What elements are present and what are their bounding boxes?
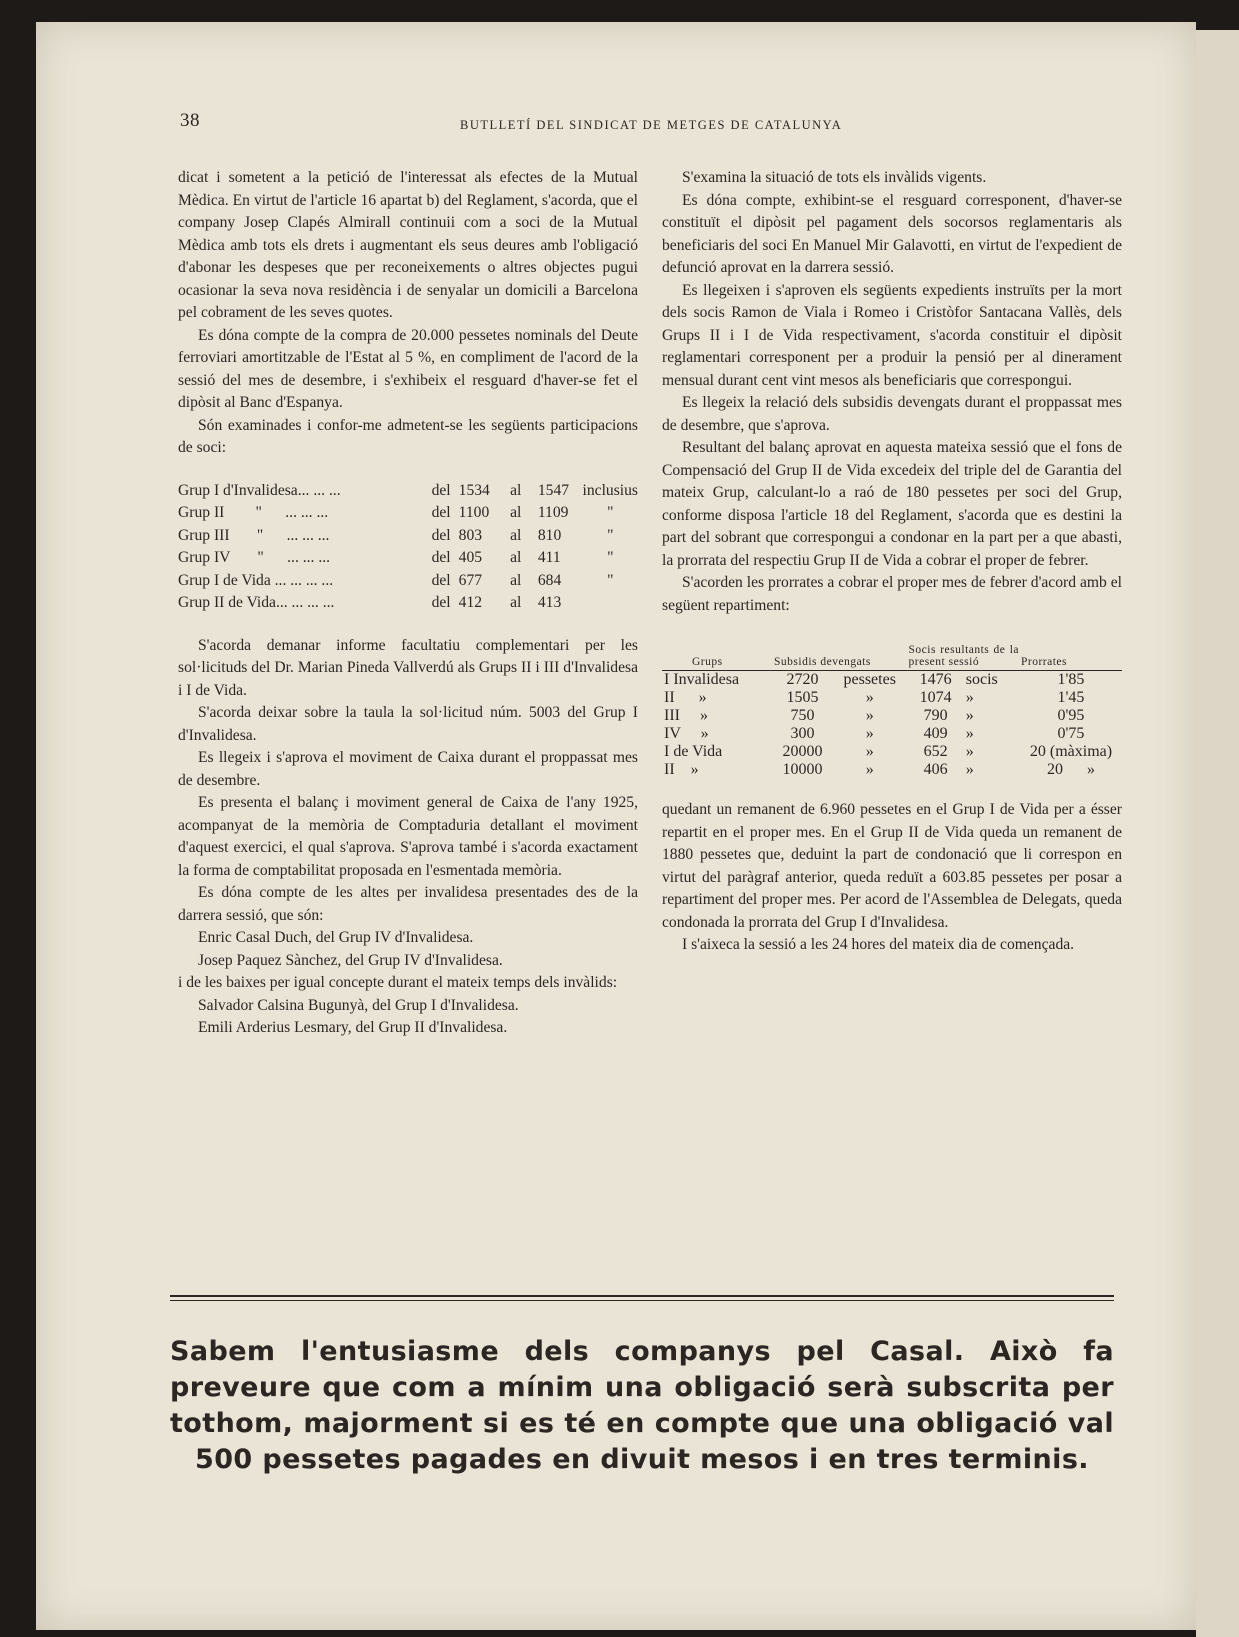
range-note: inclusius bbox=[582, 481, 638, 499]
prorrata-row bbox=[662, 725, 1122, 743]
row-group: II » bbox=[664, 761, 699, 778]
prorrata-row bbox=[662, 707, 1122, 725]
row-unit: pessetes bbox=[843, 671, 896, 688]
paragraph: i de les baixes per igual concepte durant el mateix temps dels invàlids: bbox=[178, 974, 618, 991]
running-title: BUTLLETÍ DEL SINDICAT DE METGES DE CATALUNYA bbox=[460, 118, 843, 132]
row-unit: » bbox=[965, 761, 974, 778]
range-note: " bbox=[607, 526, 614, 544]
paragraph: Emili Arderius Lesmary, del Grup II d'Invalidesa. bbox=[198, 1019, 508, 1036]
group-name: Grup IV " ... ... ... bbox=[178, 549, 331, 566]
page-header bbox=[180, 110, 1120, 140]
paragraph: Es dóna compte, exhibint-se el resguard corresponent, d'haver-se constituït el dipòsit pel pagament dels socorsos reglamentaris als beneficiaris del soci En Manuel Mir Galavotti, en virtut de l'expedient de defunció aprovat en la darrera sessió. bbox=[662, 191, 1122, 276]
paragraph: S'acorda deixar sobre la taula la sol·licitud núm. 5003 del Grup I d'Invalidesa. bbox=[178, 704, 638, 744]
range-to: 684 bbox=[537, 571, 562, 589]
row-group: III » bbox=[664, 707, 708, 724]
range-from: 803 bbox=[458, 526, 483, 544]
range-to: 810 bbox=[537, 526, 562, 544]
paragraph: Es dóna compte de la compra de 20.000 pessetes nominals del Deute ferroviari amortitzable de l'Estat al 5 %, en compliment de l'acord de la sessió del mes de desembre, i s'exhibeix el resguard d'haver-se fet el dipòsit al Banc d'Espanya. bbox=[178, 326, 638, 411]
header-grups: Grups bbox=[662, 643, 773, 671]
divider-rule bbox=[170, 1295, 1114, 1297]
al-word: al bbox=[510, 526, 522, 544]
row-subsidis: 10000 bbox=[782, 761, 823, 778]
row-socis: 1074 bbox=[919, 689, 952, 706]
prorrata-row bbox=[662, 689, 1122, 707]
row-socis: 790 bbox=[923, 707, 948, 724]
row-unit: » bbox=[865, 707, 874, 724]
del-word: del bbox=[431, 504, 451, 521]
prorrata-row bbox=[662, 761, 1122, 779]
row-group: I Invalidesa bbox=[664, 671, 740, 688]
row-unit: » bbox=[865, 743, 874, 760]
paragraph: S'examina la situació de tots els invàlids vigents. bbox=[682, 169, 987, 186]
row-socis: 652 bbox=[923, 743, 948, 760]
row-group: I de Vida bbox=[664, 743, 723, 760]
row-group: IV » bbox=[664, 725, 709, 742]
del-word: del bbox=[431, 594, 451, 611]
paragraph: S'acorda demanar informe facultatiu complementari per les sol·licituds del Dr. Marian Pineda Vallverdú als Grups II i III d'Invalidesa i I de Vida. bbox=[178, 636, 638, 699]
row-prorrata: 20 (màxima) bbox=[1029, 743, 1113, 760]
paragraph: dicat i sometent a la petició de l'interessat als efectes de la Mutual Mèdica. En virtut de l'article 16 apartat b) del Reglament, s'acorda, que el company Josep Clapés Almirall continuii com a soci de la Mutual Mèdica amb tots els drets i augmentant els seus deures amb l'obligació d'abonar les despeses que per reconeixements o altres objectes pugui ocasionar la seva nova residència i de senyalar un domicili a Barcelona pel cobrament de les seves quotes. bbox=[178, 169, 638, 321]
range-to: 411 bbox=[537, 549, 561, 566]
group-row bbox=[178, 547, 638, 570]
al-word: al bbox=[510, 594, 522, 611]
row-prorrata: 0'75 bbox=[1057, 725, 1085, 742]
row-subsidis: 750 bbox=[790, 707, 815, 724]
paragraph: Es llegeix i s'aprova el moviment de Caixa durant el proppassat mes de desembre. bbox=[178, 749, 638, 789]
group-name: Grup I de Vida ... ... ... ... bbox=[178, 571, 334, 589]
paragraph: I s'aixeca la sessió a les 24 hores del mateix dia de començada. bbox=[682, 936, 1075, 953]
row-subsidis: 1505 bbox=[786, 689, 819, 706]
group-row bbox=[178, 592, 638, 615]
left-column bbox=[178, 167, 638, 1040]
divider-rule bbox=[170, 1300, 1114, 1301]
group-name: Grup II " ... ... ... bbox=[178, 504, 329, 521]
row-prorrata: 0'95 bbox=[1057, 707, 1085, 724]
paragraph: S'acorden les prorrates a cobrar el proper mes de febrer d'acord amb el següent repartiment: bbox=[662, 574, 1122, 614]
row-prorrata: 20 » bbox=[1047, 761, 1095, 778]
header-prorrates: Prorrates bbox=[1020, 643, 1122, 671]
al-word: al bbox=[510, 481, 522, 499]
header-socis: Socis resultants de la present sessió bbox=[908, 643, 1020, 671]
row-unit: » bbox=[965, 743, 974, 760]
row-unit: » bbox=[865, 725, 874, 742]
range-to: 1109 bbox=[537, 504, 569, 521]
row-unit: socis bbox=[965, 671, 998, 688]
range-from: 1100 bbox=[458, 504, 490, 521]
prorrata-row bbox=[662, 671, 1122, 690]
paragraph: Josep Paquez Sànchez, del Grup IV d'Invalidesa. bbox=[198, 951, 503, 969]
group-name: Grup III " ... ... ... bbox=[178, 526, 330, 544]
group-row bbox=[178, 502, 638, 525]
row-unit: » bbox=[965, 689, 974, 706]
group-name: Grup I d'Invalidesa... ... ... bbox=[178, 481, 341, 499]
row-socis: 1476 bbox=[919, 671, 952, 688]
row-group: II » bbox=[664, 689, 707, 706]
range-from: 405 bbox=[458, 549, 483, 566]
paragraph: Es llegeixen i s'aproven els següents expedients instruïts per la mort dels socis Ramon de Viala i Romeo i Cristòfor Santacana Vallès, dels Grups II i I de Vida respectivament, s'acorda constituir el dipòsit reglamentari corresponent per a produir la pensió per al dinerament mensual durant cent vint mesos als beneficiaris que correspongui. bbox=[662, 281, 1122, 389]
range-to: 413 bbox=[537, 594, 562, 611]
row-prorrata: 1'45 bbox=[1057, 689, 1085, 706]
al-word: al bbox=[510, 571, 522, 589]
range-note: " bbox=[607, 571, 614, 589]
paragraph: Enric Casal Duch, del Grup IV d'Invalidesa. bbox=[198, 929, 474, 946]
del-word: del bbox=[431, 571, 451, 589]
al-word: al bbox=[510, 549, 522, 566]
paragraph: Es llegeix la relació dels subsidis devengats durant el proppassat mes de desembre, que s'aprova. bbox=[662, 394, 1122, 434]
paragraph: Salvador Calsina Bugunyà, del Grup I d'Invalidesa. bbox=[198, 996, 519, 1014]
del-word: del bbox=[431, 549, 451, 566]
casal-notice: Sabem l'entusiasme dels companys pel Casal. Això fa preveure que com a mínim una obligació serà subscrita per tothom, majorment si es té en compte que una obligació val 500 pessetes pagades en divuit mesos i en tres terminis. bbox=[170, 1336, 1114, 1475]
row-subsidis: 20000 bbox=[782, 743, 823, 760]
row-unit: » bbox=[965, 725, 974, 742]
range-note: " bbox=[607, 504, 614, 521]
group-name: Grup II de Vida... ... ... ... bbox=[178, 594, 335, 611]
prorrata-row bbox=[662, 743, 1122, 761]
group-row bbox=[178, 480, 638, 503]
paragraph: Es dóna compte de les altes per invalidesa presentades des de la darrera sessió, que són: bbox=[178, 884, 638, 924]
al-word: al bbox=[510, 504, 522, 521]
del-word: del bbox=[431, 526, 451, 544]
membership-table bbox=[178, 480, 638, 615]
range-note: " bbox=[607, 549, 614, 566]
header-subsidis: Subsidis devengats bbox=[773, 643, 908, 671]
row-socis: 406 bbox=[923, 761, 948, 778]
page-number: 38 bbox=[180, 110, 200, 131]
range-from: 412 bbox=[458, 594, 483, 611]
range-from: 1534 bbox=[458, 481, 490, 499]
row-socis: 409 bbox=[923, 725, 948, 742]
row-subsidis: 300 bbox=[790, 725, 815, 742]
row-unit: » bbox=[865, 689, 874, 706]
group-row bbox=[178, 525, 638, 548]
right-column bbox=[662, 167, 1122, 957]
row-unit: » bbox=[965, 707, 974, 724]
row-subsidis: 2720 bbox=[786, 671, 819, 688]
range-to: 1547 bbox=[537, 481, 570, 499]
paragraph: Es presenta el balanç i moviment general de Caixa de l'any 1925, acompanyat de la memòria de Comptaduria detallant el moviment d'aquest exercici, el qual s'aprova. S'aprova també i s'acorda exactament la forma de comptabilitat proposada en l'esmentada memòria. bbox=[178, 794, 638, 879]
row-unit: » bbox=[865, 761, 874, 778]
paragraph: Són examinades i confor-me admetent-se les següents participacions de soci: bbox=[178, 416, 638, 456]
paragraph: Resultant del balanç aprovat en aquesta mateixa sessió que el fons de Compensació del Grup II de Vida excedeix del triple del de Garantia del mateix Grup, calculant-lo a raó de 180 pessetes per soci del Grup, conforme disposa l'article 18 del Reglament, s'acorda que es destini la part del sobrant que correspongui a condonar en la part per a que abasti, la prorrata del respectiu Grup II de Vida a cobrar el proper de febrer. bbox=[662, 439, 1122, 569]
del-word: del bbox=[431, 481, 451, 499]
paragraph: quedant un remanent de 6.960 pessetes en el Grup I de Vida per a ésser repartit en el proper mes. En el Grup II de Vida queda un remanent de 1880 pessetes que, deduint la part de condonació que li correspon en virtut del paràgraf anterior, queda reduït a 603.85 pessetes per posar a repartiment del proper mes. Per acord de l'Assemblea de Delegats, queda condonada la prorrata del Grup I d'Invalidesa. bbox=[662, 801, 1122, 931]
range-note bbox=[583, 592, 638, 615]
facing-page-edge bbox=[1196, 30, 1239, 1637]
row-prorrata: 1'85 bbox=[1057, 671, 1085, 688]
prorrates-table bbox=[662, 643, 1122, 779]
group-row bbox=[178, 570, 638, 593]
range-from: 677 bbox=[458, 571, 483, 589]
